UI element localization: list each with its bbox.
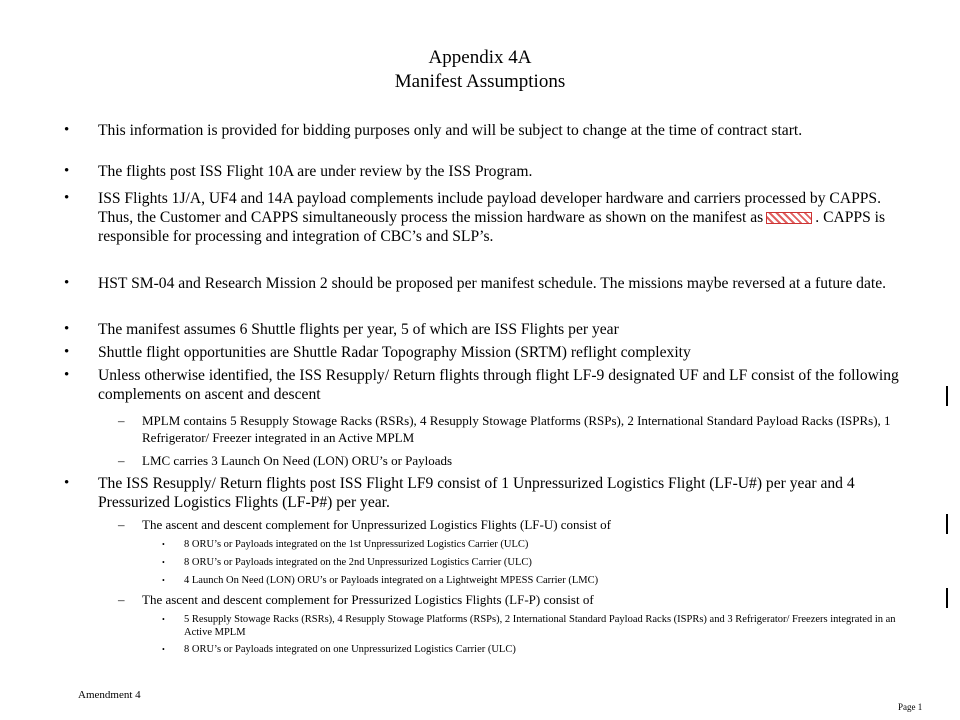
bullet-text	[98, 189, 912, 246]
bullet-symbol: •	[162, 540, 165, 549]
bullet-item	[64, 343, 912, 362]
change-bar	[946, 514, 948, 534]
bullet-text: The ISS Resupply/ Return flights post ISS Flight LF9 consist of 1 Unpressurized Logistics Flight (LF-U#) per year and 4 Pressurized Logistics Flights (LF-P#) per year.	[98, 475, 855, 511]
bullet-text: The manifest assumes 6 Shuttle flights per year, 5 of which are ISS Flights per year	[98, 321, 619, 338]
detail-item	[162, 538, 902, 551]
bullet-text: HST SM-04 and Research Mission 2 should be proposed per manifest schedule. The missions maybe reversed at a future date.	[98, 275, 887, 292]
sub-bullet-text: The ascent and descent complement for Pressurized Logistics Flights (LF-P) consist of	[142, 592, 594, 607]
sub-bullet-text: The ascent and descent complement for Unpressurized Logistics Flights (LF-U) consist of	[142, 517, 611, 532]
dash-symbol: –	[118, 453, 125, 468]
bullet-text: Unless otherwise identified, the ISS Resupply/ Return flights through flight LF-9 designated UF and LF consist of the following complements on ascent and descent	[98, 367, 899, 403]
bullet-item	[64, 162, 912, 181]
hatched-legend-swatch	[766, 212, 812, 224]
bullet-symbol: •	[162, 645, 165, 654]
dash-symbol: –	[118, 592, 125, 607]
bullet-item	[64, 320, 912, 339]
bullet-symbol: •	[64, 321, 70, 337]
bullet-symbol: •	[162, 615, 165, 624]
detail-item	[162, 574, 902, 587]
bullet-symbol: •	[64, 344, 70, 360]
sub-bullet-item	[118, 591, 918, 608]
bullet-text: The flights post ISS Flight 10A are under review by the ISS Program.	[98, 163, 533, 180]
bullet-symbol: •	[64, 475, 70, 491]
detail-item	[162, 643, 902, 656]
bullet-text: This information is provided for bidding purposes only and will be subject to change at the time of contract start.	[98, 122, 803, 139]
bullet-symbol: •	[64, 122, 70, 138]
bullet-symbol: •	[64, 275, 70, 291]
sub-bullet-text: LMC carries 3 Launch On Need (LON) ORU’s or Payloads	[142, 453, 453, 468]
amendment-label: Amendment 4	[78, 689, 141, 701]
sub-bullet-text: MPLM contains 5 Resupply Stowage Racks (RSRs), 4 Resupply Stowage Platforms (RSPs), 2 International Standard Payload Racks (ISPRs), 1 Refrigerator/ Freezer integrated in an Active MPLM	[142, 413, 891, 445]
bullet-item	[64, 274, 912, 293]
detail-text: 8 ORU’s or Payloads integrated on one Unpressurized Logistics Carrier (ULC)	[184, 644, 516, 655]
bullet-text: Shuttle flight opportunities are Shuttle Radar Topography Mission (SRTM) reflight complexity	[98, 344, 691, 361]
page-subtitle: Manifest Assumptions	[394, 71, 566, 92]
detail-text: 8 ORU’s or Payloads integrated on the 1st Unpressurized Logistics Carrier (ULC)	[184, 539, 529, 550]
detail-item	[162, 556, 902, 569]
bullet-symbol: •	[64, 367, 70, 383]
sub-bullet-item	[118, 452, 918, 469]
bullet-item	[64, 189, 912, 246]
bullet-text-part: . CAPPS is responsible for processing and integration of CBC’s and SLP’s.	[98, 209, 886, 245]
bullet-symbol: •	[162, 576, 165, 585]
dash-symbol: –	[118, 413, 125, 428]
bullet-symbol: •	[162, 558, 165, 567]
bullet-text-part: ISS Flights 1J/A, UF4 and 14A payload complements include payload developer hardware and carriers processed by CAPPS. Thus, the Customer and CAPPS simultaneously process the mission hardware as shown on the manifest as	[98, 190, 882, 226]
change-bar	[946, 386, 948, 406]
detail-text: 8 ORU’s or Payloads integrated on the 2nd Unpressurized Logistics Carrier (ULC)	[184, 557, 532, 568]
bullet-item	[64, 366, 912, 404]
detail-text: 5 Resupply Stowage Racks (RSRs), 4 Resupply Stowage Platforms (RSPs), 2 International Standard Payload Racks (ISPRs) and 3 Refrigerator/ Freezers integrated in an Active MPLM	[184, 614, 896, 638]
sub-bullet-item	[118, 516, 918, 533]
dash-symbol: –	[118, 517, 125, 532]
change-bar	[946, 588, 948, 608]
bullet-item	[64, 474, 912, 512]
bullet-symbol: •	[64, 163, 70, 179]
detail-text: 4 Launch On Need (LON) ORU’s or Payloads integrated on a Lightweight MPESS Carrier (LMC)	[184, 575, 599, 586]
page-title: Appendix 4A	[428, 47, 532, 68]
detail-item	[162, 613, 902, 639]
page-number: Page 1	[898, 702, 923, 712]
bullet-item	[64, 121, 912, 140]
sub-bullet-item	[118, 412, 918, 446]
bullet-symbol: •	[64, 190, 70, 206]
